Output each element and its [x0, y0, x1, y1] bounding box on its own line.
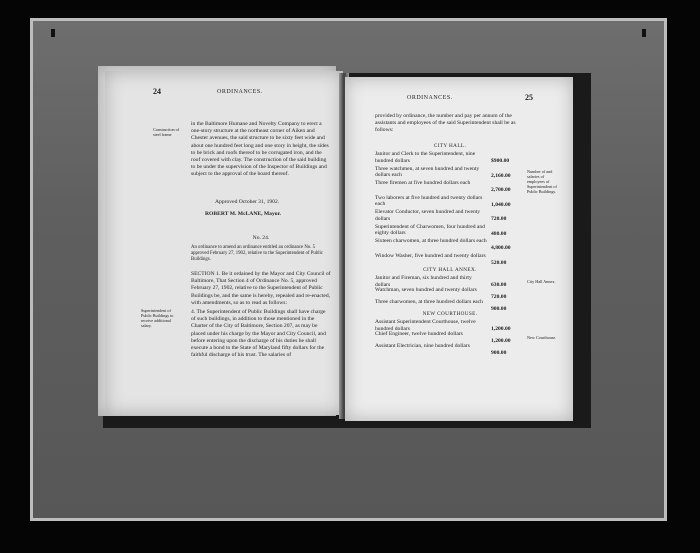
left-body-paragraph-2: SECTION 1. Be it ordained by the Mayor and City Council of Baltimore, That Section 4 of Ordinance No. 5, approved February 27, 1902, relative to the Superintendent of Public Buildings be, and the same is hereby, repealed and re-enacted, with amendments, so as to read as follows:: [191, 271, 331, 306]
left-margin-note-2: Superintendent of Public Buildings to receive additional salary.: [141, 308, 174, 328]
salary-row-amount: 1,200.00: [491, 338, 511, 344]
salary-row-label: Window Washer, five hundred and twenty dollars: [375, 252, 486, 259]
salary-row-amount: 480.00: [491, 230, 507, 237]
city-hall-heading: CITY HALL.: [433, 143, 467, 149]
salary-row-label: Three watchmen, at seven hundred and twenty dollars each: [375, 165, 480, 179]
right-page-header: ORDINANCES.: [407, 95, 453, 101]
salary-row-label: Watchman, seven hundred and twenty dollars: [375, 287, 477, 293]
salary-row-amount: 720.00: [491, 294, 507, 300]
right-page: [345, 77, 573, 421]
salary-row-label: Three charwomen, at three hundred dollars each: [375, 299, 483, 305]
salary-row-label: Assistant Superintendent Courthouse, twelve hundred dollars: [375, 319, 476, 332]
salary-row-amount: 520.00: [491, 259, 507, 266]
salary-row-label: Janitor and Clerk to the Superintendent, nine hundred dollars: [375, 151, 476, 164]
left-margin-note-1: Construction of steel frame: [153, 127, 180, 137]
salary-row-amount: 630.00: [491, 282, 507, 288]
salary-row-amount: 720.00: [491, 216, 507, 222]
left-page-header: ORDINANCES.: [217, 89, 263, 95]
ordinance-title: An ordinance to amend an ordinance entitled an ordinance No. 5 approved February 27, 1902, relative to the Superintendent of Public Buildings.: [191, 245, 324, 262]
salary-row-amount: 2,700.00: [491, 187, 511, 193]
mayor-signature: ROBERT M. McLANE, Mayor.: [205, 211, 281, 217]
approved-line: Approved October 31, 1902.: [215, 199, 280, 205]
salary-row-amount: 2,160.00: [491, 172, 511, 179]
new-courthouse-heading: NEW COURTHOUSE.: [422, 311, 478, 317]
salary-row-label: Janitor and Fireman, six hundred and thirty dollars: [375, 275, 472, 288]
salary-row-label: Superintendent of Charwomen, four hundred and eighty dollars: [375, 223, 485, 237]
salary-row-label: Two laborers at five hundred and twenty dollars each: [375, 194, 483, 208]
salary-row-amount: 900.00: [491, 350, 507, 356]
left-body-paragraph-3: 4. The Superintendent of Public Buildings shall have charge of such buildings, in addition to those mentioned in the Charter of the City of Baltimore, Section 207, as may be placed under his charge by the Mayor and City Council, and before entering upon the discharge of his duties he shall execute a bond to the State of Maryland fifty dollars for the faithful discharge of his trust. The salaries of: [191, 309, 326, 359]
salary-row-label: Three firemen at five hundred dollars each: [375, 180, 471, 186]
right-margin-note-1: Number of and salaries of employees of Superintendent of Public Buildings.: [527, 169, 557, 194]
right-intro-paragraph: provided by ordinance, the number and pay per annum of the assistants and employees of the said Superintendent shall be as follows:: [375, 113, 516, 134]
salary-row-label: Elevator Conductor, seven hundred and twenty dollars: [375, 209, 481, 222]
city-hall-annex-heading: CITY HALL ANNEX.: [423, 267, 477, 273]
frame-corner-mark: [51, 29, 55, 37]
salary-row-amount: 4,800.00: [491, 245, 511, 251]
salary-row-label: Assistant Electrician, nine hundred dollars: [375, 343, 470, 349]
salary-row-amount: $900.00: [491, 158, 510, 164]
right-page-number: 25: [525, 93, 533, 102]
salary-row-label: Chief Engineer, twelve hundred dollars: [375, 331, 463, 337]
salary-row-amount: 1,040.00: [491, 201, 511, 208]
left-page: [105, 71, 343, 415]
ordinance-number: No. 24.: [252, 235, 270, 241]
left-body-paragraph-1: in the Baltimore Humane and Novelty Company to erect a one-story structure at the northeast corner of Aiken and Chester avenues, the said structure to be sixty feet wide and about one hundred feet long and one story in height, the sides to be brick and roofs thereof to be corrugated iron, and the roof covered with clay. The construction of the said building to be under the supervision of the Inspector of Buildings and subject to the approval of the board thereof.: [191, 121, 329, 178]
left-page-number: 24: [153, 87, 161, 96]
open-book: [95, 63, 588, 419]
salary-row-amount: 1,200.00: [491, 326, 511, 332]
right-margin-note-3: New Courthouse.: [527, 335, 557, 340]
frame-corner-mark: [642, 29, 646, 37]
salary-row-label: Sixteen charwomen, at three hundred dollars each: [375, 238, 487, 244]
salary-row-amount: 900.00: [491, 306, 507, 312]
right-margin-note-2: City Hall Annex.: [527, 279, 556, 284]
